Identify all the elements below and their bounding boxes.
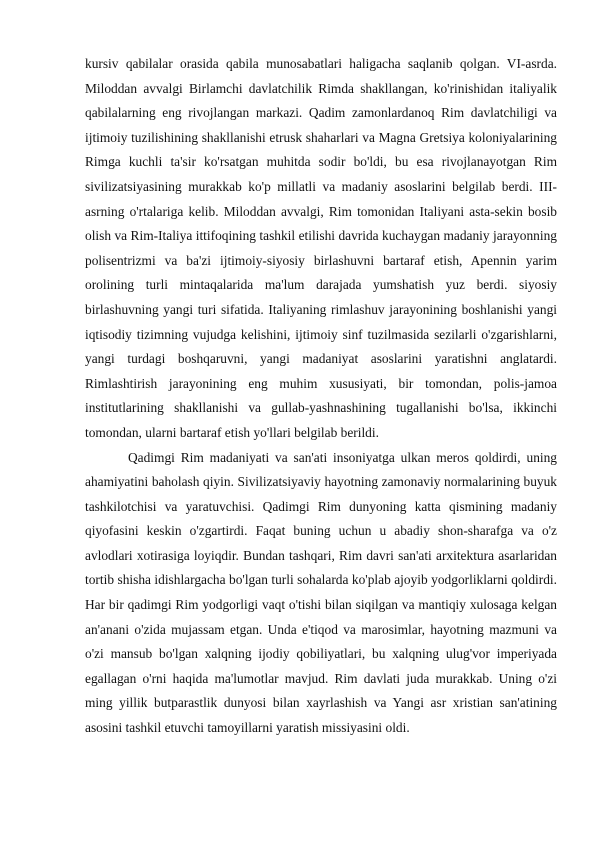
document-page [85,52,557,741]
paragraph-roman-culture: Qadimgi Rim madaniyati va san'ati insoniyatga ulkan meros qoldirdi, uning ahamiyatini baholash qiyin. Sivilizatsiyaviy hayotning zamonaviy normalarining buyuk tashkilotchisi va yaratuvchisi. Qadimgi Rim dunyoning katta qismining madaniy qiyofasini keskin o'zgartirdi. Faqat buning uchun u abadiy shon-sharafga va o'z avlodlari xotirasiga loyiqdir. Bundan tashqari, Rim davri san'ati arxitektura asarlaridan tortib shisha idishlargacha bo'lgan turli sohalarda ko'plab ajoyib yodgorliklarni qoldirdi. Har bir qadimgi Rim yodgorligi vaqt o'tishi bilan siqilgan va mantiqiy xulosaga kelgan an'anani o'zida mujassam etgan. Unda e'tiqod va marosimlar, hayotning mazmuni va o'zi mansub bo'lgan xalqning ijodiy qobiliyatlari, bu xalqning ulug'vor imperiyada egallagan o'rni haqida ma'lumotlar mavjud. Rim davlati juda murakkab. Uning o'zi ming yillik butparastlik dunyosi bilan xayrlashish va Yangi asr xristian san'atining asosini tashkil etuvchi tamoyillarni yaratish missiyasini oldi. [85,449,557,736]
paragraph-roman-statehood: kursiv qabilalar orasida qabila munosabatlari haligacha saqlanib qolgan. VI-asrda. Miloddan avvalgi Birlamchi davlatchilik Rimda shakllangan, ko'rinishidan italiyalik qabilalarning eng rivojlangan markazi. Qadim zamonlardanoq Rim davlatchiligi va ijtimoiy tuzilishining shakllanishi etrusk shaharlari va Magna Gretsiya koloniyalarining Rimga kuchli ta'sir ko'rsatgan muhitda sodir bo'ldi, bu esa rivojlanayotgan Rim sivilizatsiyasining murakkab ko'p millatli va madaniy asoslarini belgilab berdi. III-asrning o'rtalariga kelib. Miloddan avvalgi, Rim tomonidan Italiyani asta-sekin bosib olish va Rim-Italiya ittifoqining tashkil etilishi davrida kuchaygan madaniy jarayonning polisentrizmi va ba'zi ijtimoiy-siyosiy birlashuvni bartaraf etish, Apennin yarim orolining turli mintaqalarida ma'lum darajada yumshatish yuz berdi. siyosiy birlashuvning yangi turi sifatida. Italiyaning rimlashuv jarayonining boshlanishi yangi iqtisodiy tizimning vujudga kelishini, ijtimoiy sinf tuzilmasida sezilarli o'zgarishlarni, yangi turdagi boshqaruvni, yangi madaniyat asoslarini yaratishni anglatardi. Rimlashtirish jarayonining eng muhim xususiyati, bir tomondan, polis-jamoa institutlarining shakllanishi va gullab-yashnashining tugallanishi bo'lsa, ikkinchi tomondan, ularni bartaraf etish yo'llari belgilab berildi. [85,56,557,440]
